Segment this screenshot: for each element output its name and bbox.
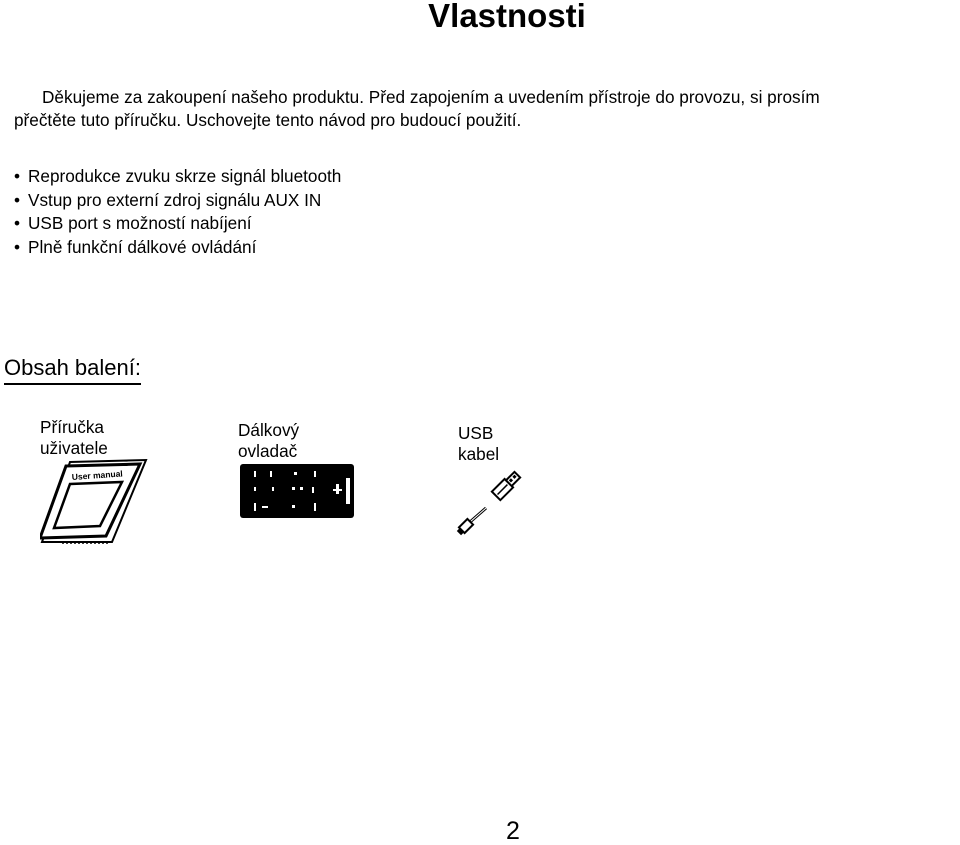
feature-item: • Plně funkční dálkové ovládání [14,236,341,260]
manual-cover-text: User manual [71,468,124,482]
bullet-icon: • [14,166,21,186]
package-item-usb-label: USB kabel [458,423,500,464]
feature-item: • Vstup pro externí zdroj signálu AUX IN [14,189,341,213]
package-item-remote-label: Dálkový ovladač [238,420,300,461]
bullet-icon: • [14,236,21,257]
remote-control-icon [238,462,356,520]
user-manual-icon [40,458,148,544]
feature-list [14,165,341,259]
intro-paragraph [14,86,958,132]
intro-line-2: přečtěte tuto příručku. Uschovejte tento návod pro budoucí použití. [14,110,522,130]
package-item-manual-label: Příručka uživatele [40,417,108,458]
usb-cable-icon [456,464,528,536]
page-title: Vlastnosti [428,0,586,34]
feature-item: • USB port s možností nabíjení [14,212,341,236]
bullet-icon: • [14,189,21,210]
package-contents-title: Obsah balení: [4,353,141,385]
intro-line-1: Děkujeme za zakoupení našeho produktu. Před zapojením a uvedením přístroje do provozu, si prosím [42,87,820,107]
page-number: 2 [506,817,520,845]
feature-item: • Reprodukce zvuku skrze signál bluetooth [14,165,341,189]
bullet-icon: • [14,213,21,233]
